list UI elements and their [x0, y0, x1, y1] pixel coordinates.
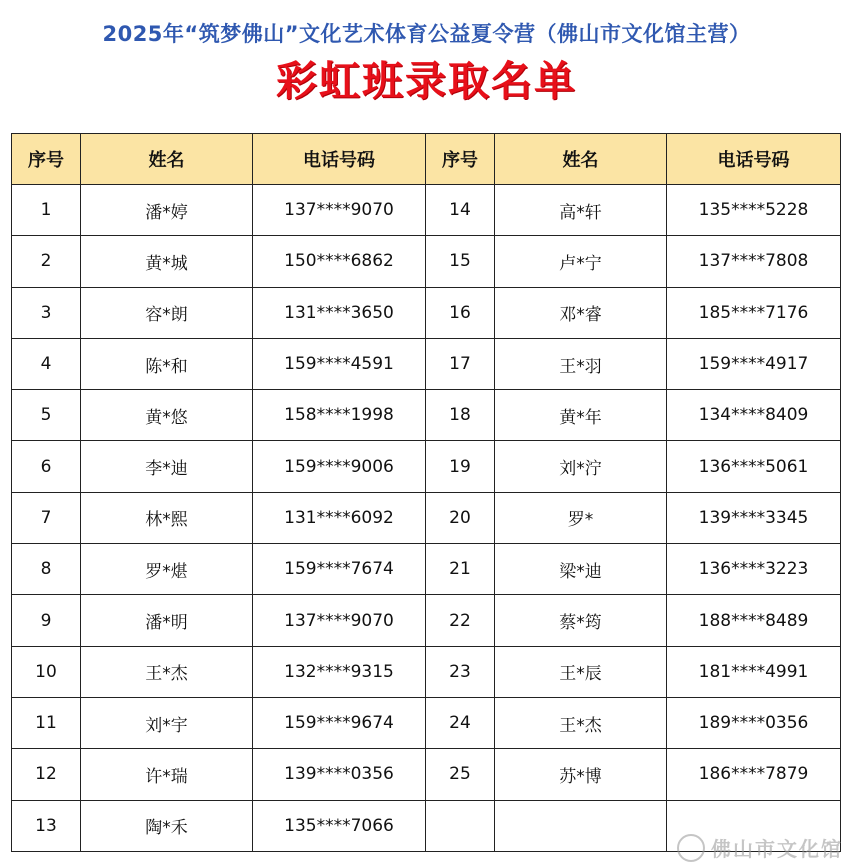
cell-name-2: 苏*博: [495, 749, 667, 800]
table-row: [12, 390, 841, 441]
cell-phone-2: 188****8489: [667, 595, 841, 646]
cell-phone: 132****9315: [253, 646, 426, 697]
cell-name-2: 梁*迪: [495, 544, 667, 595]
table-row: [12, 441, 841, 492]
cell-name: 陈*和: [81, 338, 253, 389]
cell-phone: 159****7674: [253, 544, 426, 595]
cell-phone-2: 186****7879: [667, 749, 841, 800]
cell-phone: 159****4591: [253, 338, 426, 389]
cell-number-2: 22: [426, 595, 495, 646]
cell-name: 黄*城: [81, 236, 253, 287]
cell-name: 刘*宇: [81, 697, 253, 748]
cell-number: 10: [12, 646, 81, 697]
cell-number: 9: [12, 595, 81, 646]
cell-number-2: 19: [426, 441, 495, 492]
table-row: [12, 595, 841, 646]
table-row: [12, 749, 841, 800]
cell-name: 林*熙: [81, 492, 253, 543]
cell-name-2: 高*轩: [495, 185, 667, 236]
col-header-phone: 电话号码: [253, 134, 426, 185]
cell-number: 12: [12, 749, 81, 800]
admission-table: [11, 133, 841, 852]
cell-number-2: 16: [426, 287, 495, 338]
cell-number: 11: [12, 697, 81, 748]
cell-number-2: 14: [426, 185, 495, 236]
cell-phone-2: 135****5228: [667, 185, 841, 236]
cell-phone: 131****6092: [253, 492, 426, 543]
cell-number-2: 17: [426, 338, 495, 389]
cell-phone: 159****9674: [253, 697, 426, 748]
cell-number: 7: [12, 492, 81, 543]
table-row: [12, 338, 841, 389]
watermark-logo-icon: [677, 834, 705, 862]
document-title: 彩虹班录取名单: [276, 57, 577, 105]
cell-phone-2: 181****4991: [667, 646, 841, 697]
cell-name-2: 黄*年: [495, 390, 667, 441]
cell-phone-2: 139****3345: [667, 492, 841, 543]
cell-phone-2: 185****7176: [667, 287, 841, 338]
watermark-text: 佛山市文化馆: [711, 837, 843, 861]
cell-number: 3: [12, 287, 81, 338]
cell-number: 4: [12, 338, 81, 389]
cell-name-2: 罗*: [495, 492, 667, 543]
cell-phone-2: 136****5061: [667, 441, 841, 492]
col-header-number: 序号: [12, 134, 81, 185]
cell-name-2: 蔡*筠: [495, 595, 667, 646]
cell-number-2: 25: [426, 749, 495, 800]
watermark: [677, 833, 843, 862]
cell-name: 许*瑞: [81, 749, 253, 800]
cell-phone-2: 189****0356: [667, 697, 841, 748]
cell-number-2: [426, 800, 495, 851]
cell-name-2: 王*杰: [495, 697, 667, 748]
cell-name-2: [495, 800, 667, 851]
cell-name: 陶*禾: [81, 800, 253, 851]
cell-phone: 135****7066: [253, 800, 426, 851]
table-row: [12, 697, 841, 748]
cell-name-2: 邓*睿: [495, 287, 667, 338]
cell-number: 13: [12, 800, 81, 851]
cell-name: 黄*悠: [81, 390, 253, 441]
table-row: [12, 646, 841, 697]
table-body: [12, 185, 841, 852]
col-header-number-2: 序号: [426, 134, 495, 185]
cell-name-2: 卢*宁: [495, 236, 667, 287]
cell-phone-2: 137****7808: [667, 236, 841, 287]
cell-number: 8: [12, 544, 81, 595]
cell-number-2: 15: [426, 236, 495, 287]
col-header-phone-2: 电话号码: [667, 134, 841, 185]
document-subtitle: 2025年“筑梦佛山”文化艺术体育公益夏令营（佛山市文化馆主营）: [102, 22, 751, 46]
cell-phone: 158****1998: [253, 390, 426, 441]
table-row: [12, 287, 841, 338]
cell-phone: 159****9006: [253, 441, 426, 492]
cell-number: 6: [12, 441, 81, 492]
cell-phone: 137****9070: [253, 185, 426, 236]
cell-number-2: 24: [426, 697, 495, 748]
cell-number: 2: [12, 236, 81, 287]
table-row: [12, 236, 841, 287]
cell-number-2: 21: [426, 544, 495, 595]
table-row: [12, 544, 841, 595]
cell-phone-2: 136****3223: [667, 544, 841, 595]
cell-number-2: 18: [426, 390, 495, 441]
cell-number: 1: [12, 185, 81, 236]
cell-name: 李*迪: [81, 441, 253, 492]
cell-phone: 131****3650: [253, 287, 426, 338]
table-header-row: [12, 134, 841, 185]
cell-name: 王*杰: [81, 646, 253, 697]
cell-name: 潘*明: [81, 595, 253, 646]
cell-phone-2: 159****4917: [667, 338, 841, 389]
cell-name: 罗*煁: [81, 544, 253, 595]
cell-phone: 139****0356: [253, 749, 426, 800]
cell-phone-2: 134****8409: [667, 390, 841, 441]
cell-name: 潘*婷: [81, 185, 253, 236]
col-header-name: 姓名: [81, 134, 253, 185]
cell-name-2: 王*羽: [495, 338, 667, 389]
table-row: [12, 185, 841, 236]
col-header-name-2: 姓名: [495, 134, 667, 185]
cell-phone: 150****6862: [253, 236, 426, 287]
cell-name: 容*朗: [81, 287, 253, 338]
cell-number: 5: [12, 390, 81, 441]
cell-number-2: 20: [426, 492, 495, 543]
cell-name-2: 刘*泞: [495, 441, 667, 492]
cell-phone: 137****9070: [253, 595, 426, 646]
cell-number-2: 23: [426, 646, 495, 697]
table-row: [12, 492, 841, 543]
cell-name-2: 王*辰: [495, 646, 667, 697]
